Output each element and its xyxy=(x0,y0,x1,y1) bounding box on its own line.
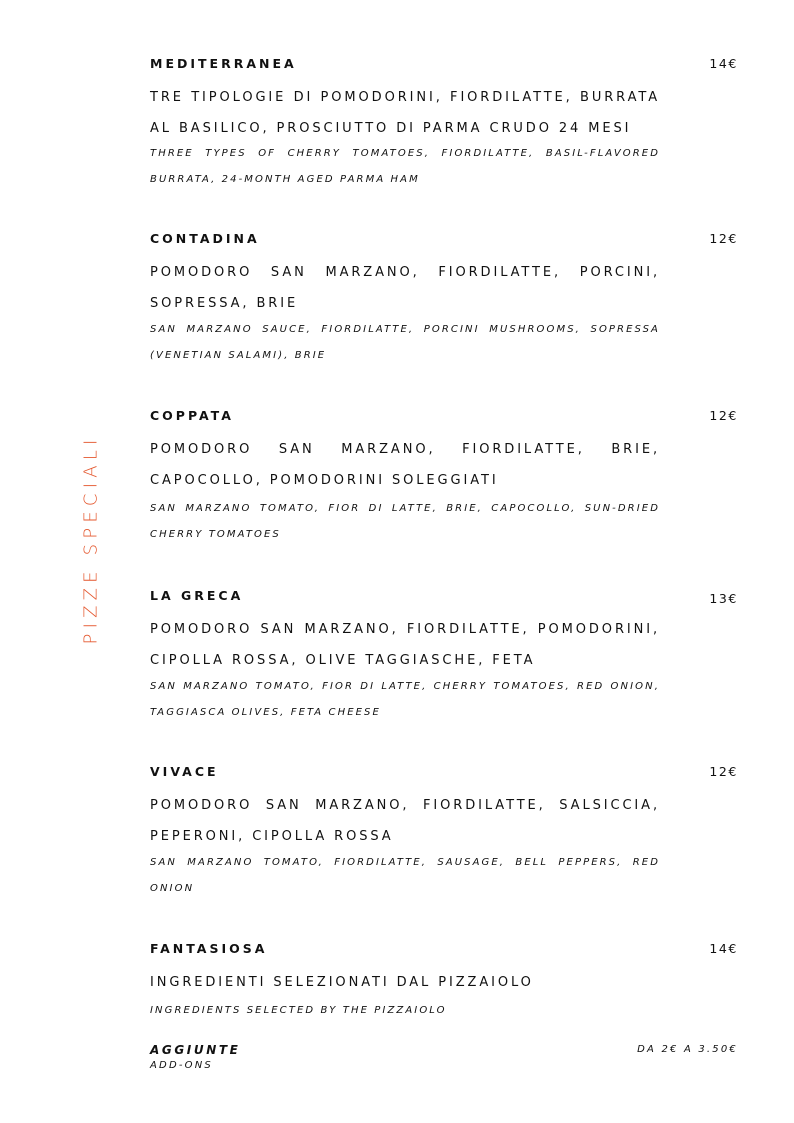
item-price: 13€ xyxy=(709,591,738,606)
item-price: 12€ xyxy=(709,764,738,779)
item-name: CONTADINA xyxy=(150,231,260,246)
item-description-it: INGREDIENTI SELEZIONATI DAL PIZZAIOLO xyxy=(150,975,534,990)
item-description-en: SAN MARZANO SAUCE, FIORDILATTE, PORCINI MUSHROOMS, SOPRESSA (VENETIAN SALAMI), BRIE xyxy=(150,324,660,361)
item-price: 14€ xyxy=(709,56,738,71)
item-price: 12€ xyxy=(709,408,738,423)
addons-title: AGGIUNTE xyxy=(150,1043,241,1057)
item-name: COPPATA xyxy=(150,408,234,423)
item-price: 12€ xyxy=(709,231,738,246)
item-description-en: SAN MARZANO TOMATO, FIOR DI LATTE, BRIE, CAPOCOLLO, SUN-DRIED CHERRY TOMATOES xyxy=(150,503,660,540)
item-price: 14€ xyxy=(709,941,738,956)
item-description-it: POMODORO SAN MARZANO, FIORDILATTE, PORCINI, SOPRESSA, BRIE xyxy=(150,265,660,311)
item-description-it: POMODORO SAN MARZANO, FIORDILATTE, SALSICCIA, PEPERONI, CIPOLLA ROSSA xyxy=(150,798,660,844)
item-description-en: SAN MARZANO TOMATO, FIORDILATTE, SAUSAGE, BELL PEPPERS, RED ONION xyxy=(150,857,660,894)
addons-price: DA 2€ A 3.50€ xyxy=(637,1044,738,1055)
item-description-it: TRE TIPOLOGIE DI POMODORINI, FIORDILATTE, BURRATA AL BASILICO, PROSCIUTTO DI PARMA CRUDO 24 MESI xyxy=(150,90,660,136)
section-title xyxy=(78,436,104,642)
item-description-it: POMODORO SAN MARZANO, FIORDILATTE, POMODORINI, CIPOLLA ROSSA, OLIVE TAGGIASCHE, FETA xyxy=(150,622,660,668)
item-description-en: THREE TYPES OF CHERRY TOMATOES, FIORDILATTE, BASIL-FLAVORED BURRATA, 24-MONTH AGED PARMA HAM xyxy=(150,148,660,185)
menu-items xyxy=(150,0,738,1123)
addons xyxy=(150,1042,738,1076)
item-name: FANTASIOSA xyxy=(150,941,268,956)
item-description-en: INGREDIENTS SELECTED BY THE PIZZAIOLO xyxy=(150,1005,447,1016)
item-name: MEDITERRANEA xyxy=(150,56,297,71)
item-name: VIVACE xyxy=(150,764,219,779)
item-description-en: SAN MARZANO TOMATO, FIOR DI LATTE, CHERRY TOMATOES, RED ONION, TAGGIASCA OLIVES, FETA CHEESE xyxy=(150,681,660,718)
addons-subtitle: ADD-ONS xyxy=(150,1060,213,1071)
item-name: LA GRECA xyxy=(150,588,244,603)
section-title-text: PIZZE SPECIALI xyxy=(80,434,102,644)
item-description-it: POMODORO SAN MARZANO, FIORDILATTE, BRIE, CAPOCOLLO, POMODORINI SOLEGGIATI xyxy=(150,442,660,488)
